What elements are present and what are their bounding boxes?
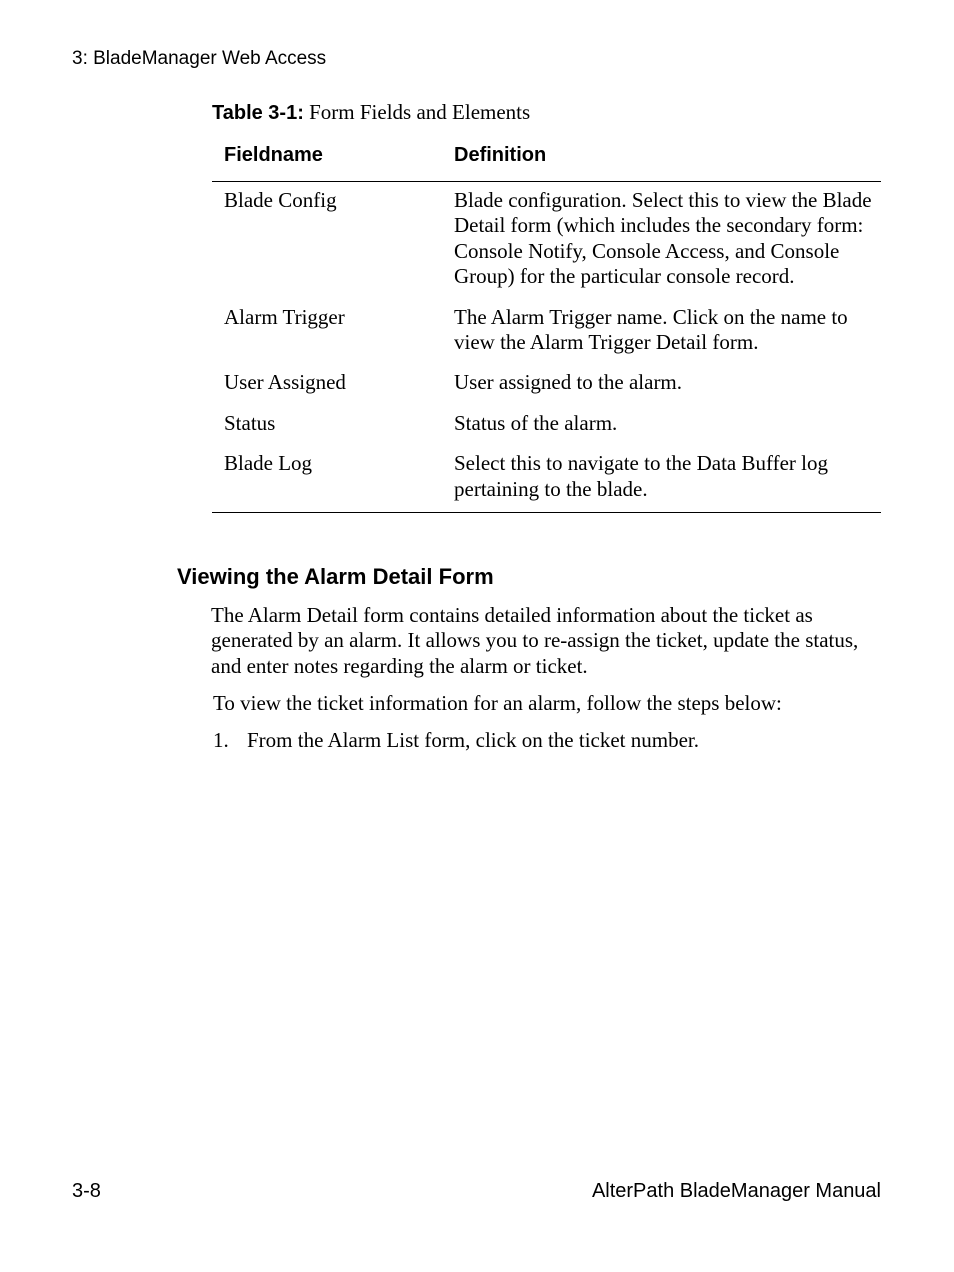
running-header: 3: BladeManager Web Access — [72, 48, 327, 69]
column-header-fieldname: Fieldname — [224, 144, 323, 166]
table-caption — [212, 100, 530, 125]
table-row — [212, 188, 881, 290]
table-caption-text: Form Fields and Elements — [309, 100, 531, 124]
table-row — [212, 370, 881, 395]
table-cell-fieldname: Status — [224, 410, 276, 435]
intro-paragraph: The Alarm Detail form contains detailed information about the ticket as generated by an alarm. It allows you to re-assign the ticket, update the status, and enter notes regarding the alarm or ticket. — [211, 603, 859, 678]
table-cell-fieldname: Alarm Trigger — [224, 304, 345, 329]
step-text: From the Alarm List form, click on the ticket number. — [247, 728, 699, 752]
step-item — [213, 728, 699, 753]
form-fields-table — [212, 138, 881, 513]
step-number: 1. — [213, 728, 229, 752]
manual-title: AlterPath BladeManager Manual — [591, 1180, 881, 1202]
table-cell-definition: Status of the alarm. — [454, 410, 618, 435]
column-header-definition: Definition — [454, 144, 547, 166]
table-cell-fieldname: Blade Config — [224, 188, 337, 212]
page-number: 3-8 — [72, 1180, 101, 1202]
steps-intro-paragraph: To view the ticket information for an alarm, follow the steps below: — [213, 691, 782, 715]
table-cell-definition: The Alarm Trigger name. Click on the name to view the Alarm Trigger Detail form. — [454, 304, 848, 355]
table-row — [212, 451, 881, 502]
table-cell-fieldname: Blade Log — [224, 451, 313, 476]
table-cell-definition: Select this to navigate to the Data Buffer log pertaining to the blade. — [454, 451, 829, 501]
table-header-row — [212, 138, 881, 182]
table-body — [212, 182, 881, 513]
table-cell-fieldname: User Assigned — [224, 370, 346, 395]
table-row — [212, 305, 881, 356]
table-row — [212, 411, 881, 436]
table-cell-definition: User assigned to the alarm. — [454, 370, 683, 395]
table-cell-definition: Blade configuration. Select this to view the Blade Detail form (which includes the secondary form: Console Notify, Console Access, and Console Group) for the particular console record. — [454, 188, 872, 289]
table-caption-label: Table 3-1: — [212, 102, 304, 124]
section-heading: Viewing the Alarm Detail Form — [177, 564, 494, 589]
